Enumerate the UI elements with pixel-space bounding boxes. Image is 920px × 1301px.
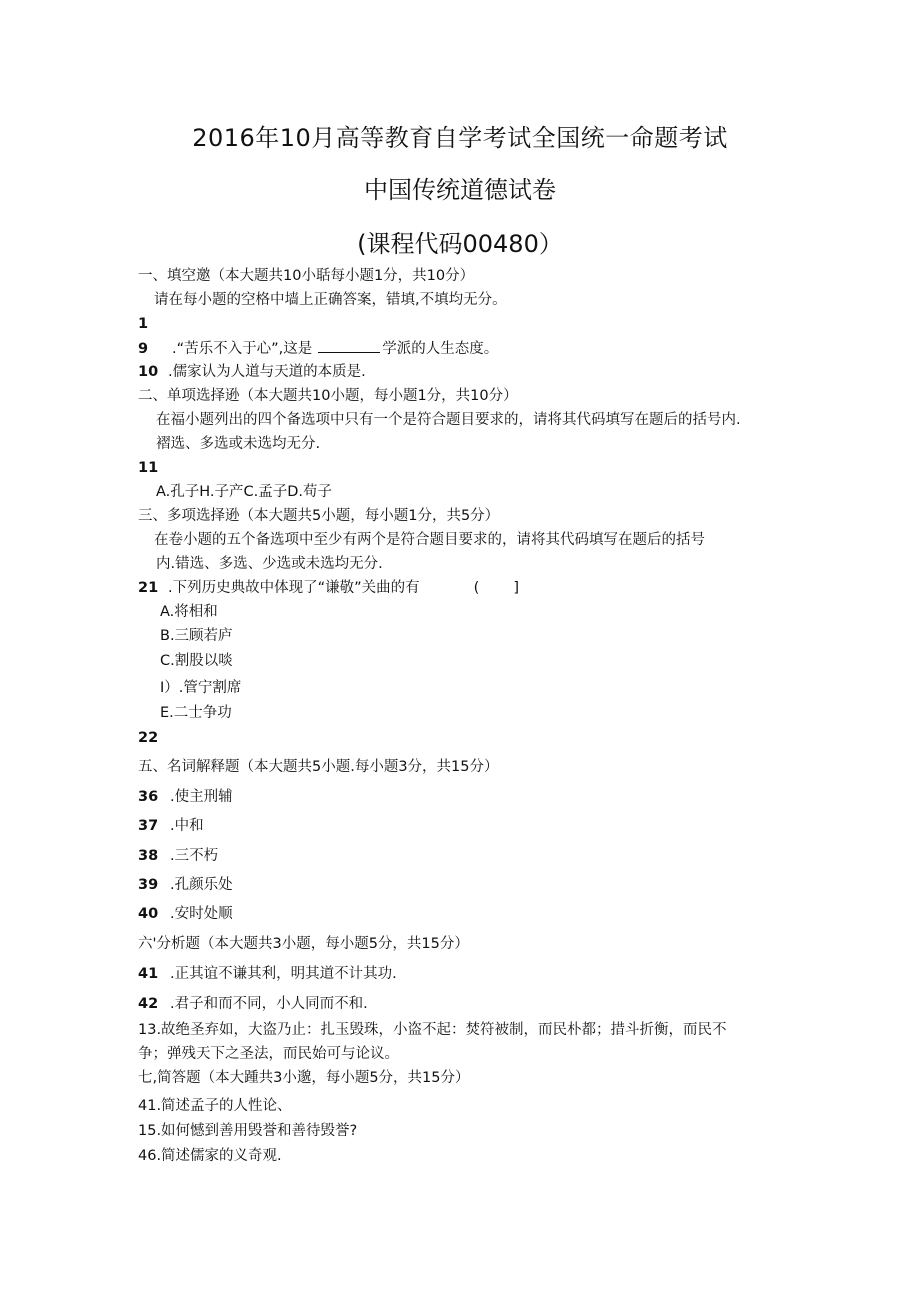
section-1-heading: 一、填空邀（本大题共10小聒每小题1分，共10分） (138, 268, 475, 284)
question-39 (138, 875, 233, 895)
question-number: 38 (138, 848, 159, 864)
option-d: I）.管宁割席 (160, 680, 242, 696)
question-text: .“苦乐不入于心”,这是 (172, 341, 313, 357)
question-number-1 (138, 314, 148, 334)
question-text-tail: 学派的人生态度。 (382, 341, 499, 357)
question-13-line-2: 争；弹残天下之圣法，而民始可与论议。 (138, 1046, 399, 1062)
question-number: 11 (138, 460, 159, 476)
question-number: 21 (138, 580, 159, 596)
question-text: .三不朽 (170, 848, 219, 864)
paper-title: 中国传统道德试卷 (364, 176, 556, 204)
question-number: 37 (138, 818, 159, 834)
option-a: A.将相和 (160, 604, 218, 620)
section-2-instructions-1: 在福小题列出的四个备选项中只有一个是符合题目要求的，请将其代码填写在题后的括号内. (156, 412, 741, 428)
question-number: 39 (138, 877, 159, 893)
question-46: 46.简述儒家的义奇观. (138, 1148, 282, 1164)
question-22-number (138, 728, 158, 748)
exam-title: 2016年10月高等教育自学考试全国统一命题考试 (192, 124, 728, 152)
question-11-options: A.孔子H.子产C.孟子D.苟子 (156, 484, 333, 500)
paren-open: ( (473, 580, 480, 596)
question-41-short: 41.简述孟子的人性论、 (138, 1098, 292, 1114)
question-42 (138, 994, 368, 1014)
question-number: 10 (138, 364, 159, 380)
question-text: .正其谊不谦其利，明其道不计其功. (170, 966, 397, 982)
section-7-heading: 七,简答题（本大踵共3小邈，每小题5分，共15分） (138, 1070, 470, 1086)
question-text: .君子和而不同，小人同而不和. (170, 996, 368, 1012)
section-5-heading: 五、名词解释题（本大题共5小题.每小题3分，共15分） (138, 759, 499, 775)
question-text: .下列历史典故中体现了“谦敬”关曲的有 (168, 580, 420, 596)
question-number: 40 (138, 906, 159, 922)
question-37 (138, 816, 204, 836)
question-38 (138, 846, 218, 866)
option-e: E.二士争功 (160, 705, 232, 721)
question-41 (138, 964, 397, 984)
question-number: 41 (138, 966, 159, 982)
question-15: 15.如何憾到善用毁誉和善待毁誉? (138, 1123, 358, 1139)
question-40 (138, 904, 233, 924)
paren-close: ] (513, 580, 519, 596)
question-21 (138, 578, 519, 598)
question-text: .中和 (170, 818, 204, 834)
question-11-number (138, 458, 158, 478)
answer-parentheses (474, 578, 519, 598)
question-number: 22 (138, 730, 159, 746)
option-c: C.割股以啖 (160, 653, 233, 669)
option-b: B.三顾若庐 (160, 628, 233, 644)
course-code: (课程代码00480） (357, 230, 563, 258)
section-2-instructions-2: 褶选、多选或未选均无分. (156, 436, 321, 452)
question-text: .安时处顺 (170, 906, 233, 922)
question-number: 42 (138, 996, 159, 1012)
section-6-heading: 六'分析题（本大题共3小题，每小题5分，共15分） (138, 936, 469, 952)
question-9 (138, 338, 498, 359)
question-number: 36 (138, 789, 159, 805)
question-text: .使主刑辅 (170, 789, 233, 805)
question-number: 1 (138, 316, 149, 332)
question-36 (138, 787, 233, 807)
question-13-line-1: 13.故绝圣弃如，大盗乃止：扎玉毁珠，小盗不起：焚符被制，而民朴都；措斗折衡，而民不 (138, 1022, 727, 1038)
section-3-instructions-2: 内.错选、多选、少选或未选均无分. (156, 556, 383, 572)
section-1-instructions: 请在每小题的空格中墙上正确答案，错填,不填均无分。 (154, 292, 507, 308)
question-text: .儒家认为人道与天道的本质是. (168, 364, 366, 380)
section-3-instructions-1: 在卷小题的五个备选项中至少有两个是符合题目要求的，请将其代码填写在题后的括号 (154, 532, 705, 548)
section-3-heading: 三、多项选择逊（本大题共5小题，每小题1分，共5分） (138, 508, 500, 524)
section-2-heading: 二、单项选择逊（本大题共10小题，每小题1分，共10分） (138, 388, 518, 404)
question-number: 9 (138, 341, 149, 357)
question-text: .孔颜乐处 (170, 877, 233, 893)
answer-blank (318, 338, 380, 353)
question-10 (138, 362, 366, 382)
